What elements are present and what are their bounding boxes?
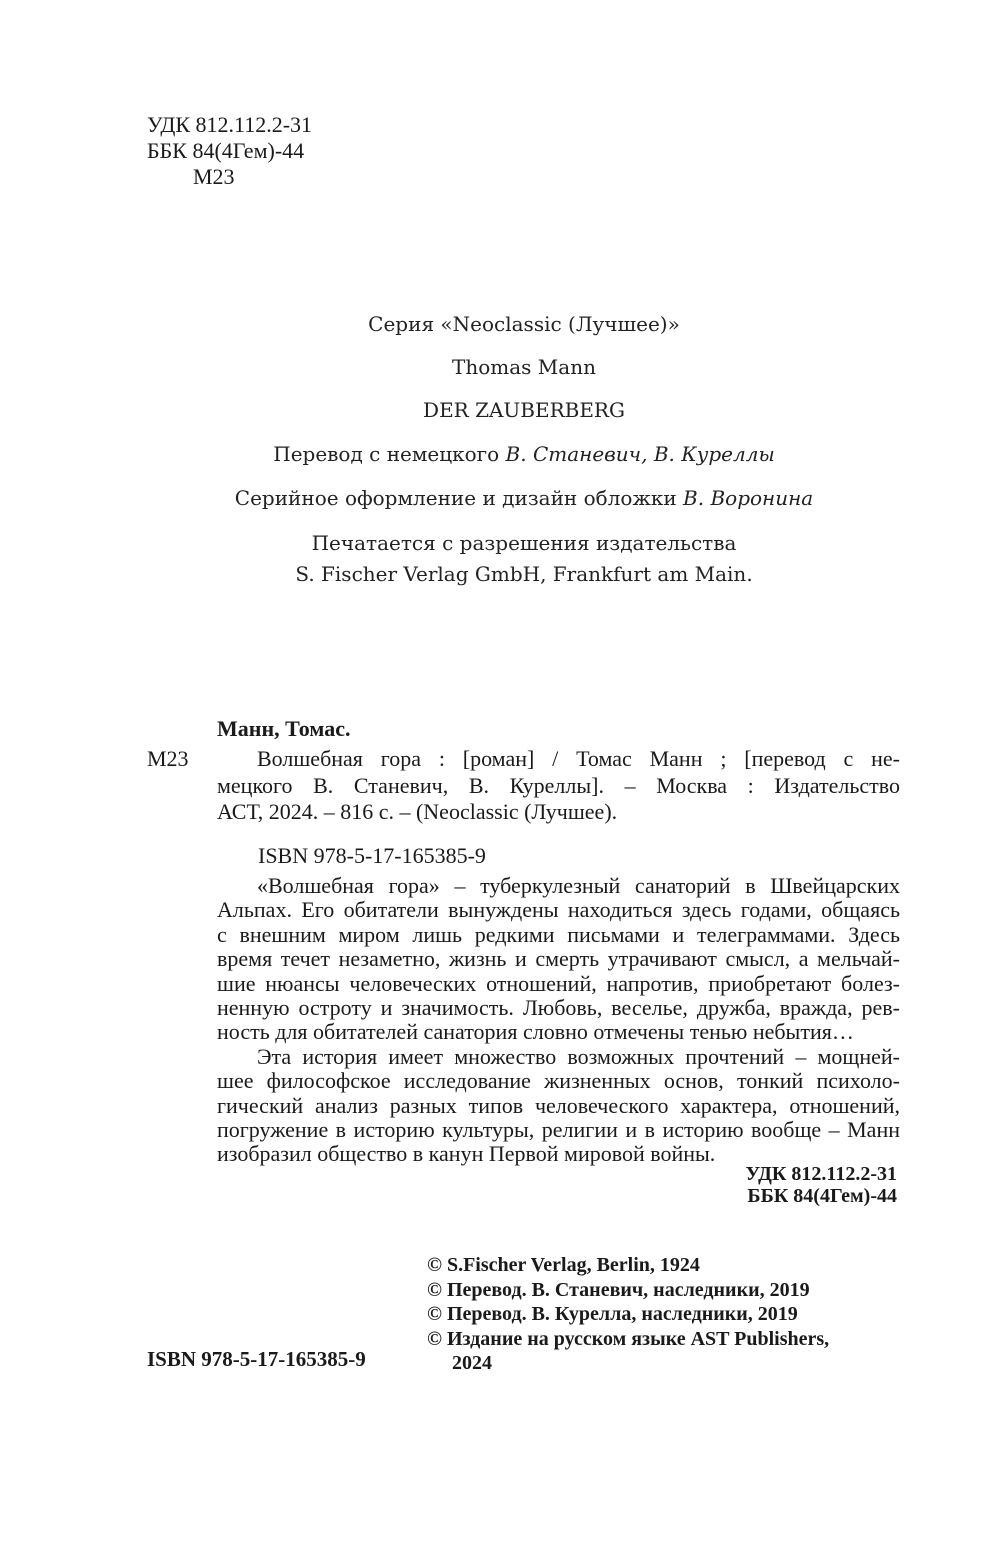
text-line: АСТ, 2024. – 816 с. – (Neoclassic (Лучшее). [217,799,618,824]
copyright-line: © Перевод. В. Станевич, наследники, 2019 [427,1278,810,1301]
text-line: Эта история имеет множество возможных прочтений – мощней- [257,1043,900,1069]
title-original: DER ZAUBERBERG [423,398,625,422]
classification-codes-bottom [600,1163,897,1207]
translators: В. Станевич, В. Куреллы [505,442,775,466]
text-line: шие нюансы человеческих отношений, напротив, приобретают болез- [217,970,900,996]
isbn: ISBN 978-5-17-165385-9 [258,843,486,868]
bibliographic-description [217,746,900,826]
copyright-notices [427,1253,829,1376]
text-line: изобразил общество в канун Первой мировой войны. [217,1141,716,1167]
text-line: гический анализ разных типов человеческого характера, отношений, [217,1092,900,1118]
bbk-code: ББК 84(4Гем)-44 [747,1185,897,1207]
translation-prefix: Перевод с немецкого [273,442,506,466]
text-line: ность для обитателей санатория словно отмечены тенью небытия… [217,1019,854,1045]
permission-line-2: S. Fischer Verlag GmbH, Frankfurt am Main. [295,562,753,586]
text-line: с внешним миром лишь редкими письмами и телеграммами. Здесь [217,921,900,947]
design-credit [150,486,898,510]
copyright-line: 2024 [452,1352,492,1374]
text-line: «Волшебная гора» – туберкулезный санаторий в Швейцарских [257,873,900,898]
author-mark: М23 [147,746,189,771]
permission-line-1: Печатается с разрешения издательства [311,531,737,555]
author-original: Thomas Mann [452,355,596,379]
designer: В. Воронина [683,486,814,510]
copyright-line: © S.Fischer Verlag, Berlin, 1924 [427,1254,700,1276]
author-heading: Манн, Томас. [217,716,351,741]
udk-code: УДК 812.112.2-31 [147,112,313,137]
text-line: погружение в историю культуры, религии и в историю вообще – Манн [217,1116,900,1142]
series: Серия «Neoclassic (Лучшее)» [368,312,680,336]
text-line: шее философское исследование жизненных основ, тонкий психоло- [217,1068,900,1094]
text-line: Волшебная гора : [роман] / Томас Манн ; [перевод с не- [257,746,900,771]
isbn-footer: ISBN 978-5-17-165385-9 [147,1347,366,1371]
copyright-line: © Перевод. В. Курелла, наследники, 2019 [427,1303,798,1325]
copyright-line: © Издание на русском языке AST Publishers, [427,1327,830,1350]
translation-credit [150,442,898,466]
author-mark: М23 [193,164,235,189]
text-line: мецкого В. Станевич, В. Куреллы]. – Москва : Издательство [217,772,900,798]
design-prefix: Серийное оформление и дизайн обложки [234,486,684,510]
text-line: Альпах. Его обитатели вынуждены находиться здесь годами, общаясь [217,897,900,923]
classification-codes-top [147,112,312,190]
text-line: ненную остроту и значимость. Любовь, веселье, дружба, вражда, рев- [217,994,900,1020]
abstract [217,874,900,1167]
udk-code: УДК 812.112.2-31 [745,1163,897,1185]
bbk-code: ББК 84(4Гем)-44 [147,138,305,163]
text-line: время течет незаметно, жизнь и смерть утрачивают смысл, а мельчай- [217,946,900,972]
